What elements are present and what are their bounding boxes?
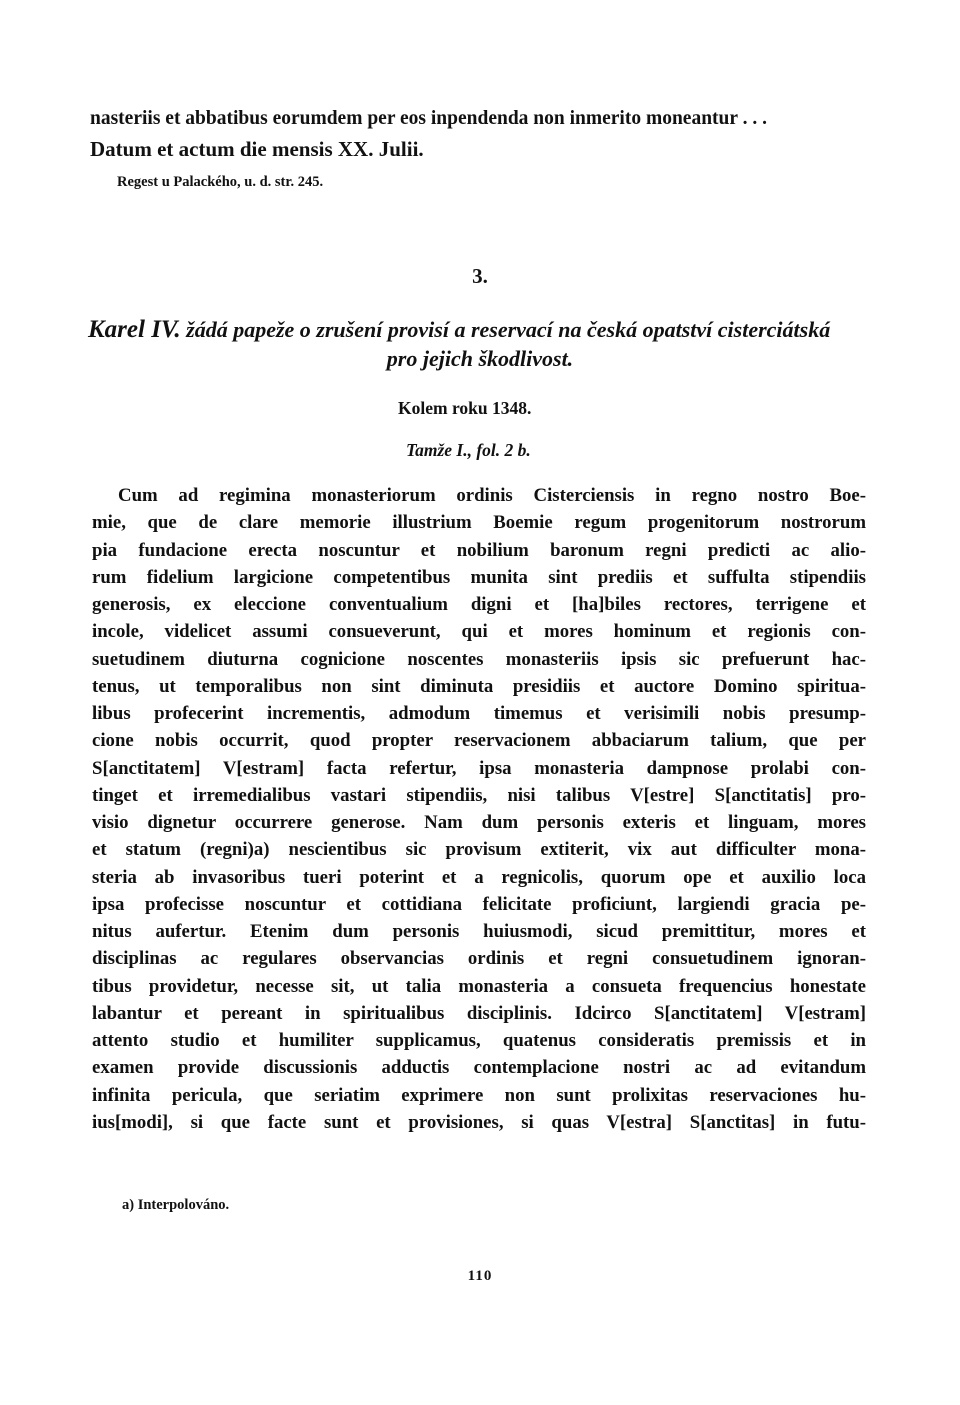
document-source: Tamže I., fol. 2 b. xyxy=(406,440,531,460)
body-line: ipsa profecisse noscuntur et cottidiana felicitate proficiunt, largiendi gracia pe- xyxy=(92,893,866,915)
body-line: pia fundacione erecta noscuntur et nobilium baronum regni predicti ac alio- xyxy=(92,539,866,561)
document-date: Kolem roku 1348. xyxy=(398,398,532,418)
body-text xyxy=(92,482,866,1136)
body-line: Cum ad regimina monasteriorum ordinis Cisterciensis in regno nostro Boe- xyxy=(118,485,866,506)
body-line: tenus, ut temporalibus non sint diminuta presidiis et auctore Domino spiritua- xyxy=(92,675,866,697)
body-line: infinita pericula, que seriatim exprimere non sunt prolixitas reservaciones hu- xyxy=(92,1084,866,1106)
body-line: rum fidelium largicione competentibus munita sint prediis et suffulta stipendiis xyxy=(92,566,866,588)
body-line: tinget et irremedialibus vastari stipendiis, nisi talibus V[estre] S[anctitatis] pro- xyxy=(92,784,866,806)
body-line: ius[modi], si que facte sunt et provisiones, si quas V[estra] S[anctitas] in futu- xyxy=(92,1111,866,1133)
intro-line-2: Datum et actum die mensis XX. Julii. xyxy=(90,137,424,161)
body-line: generosis, ex eleccione conventualium digni et [ha]biles rectores, terrigene et xyxy=(92,594,866,615)
body-line: nitus aufertur. Etenim dum personis huiusmodi, sicud premittitur, mores et xyxy=(92,921,866,942)
body-line: cione nobis occurrit, quod propter reservacionem abbaciarum talium, que per xyxy=(92,730,866,752)
body-line: labantur et pereant in spiritualibus disciplinis. Idcirco S[anctitatem] V[estram] xyxy=(92,1002,866,1024)
body-line: visio dignetur occurrere generose. Nam dum personis exteris et linguam, mores xyxy=(92,812,866,833)
body-line: S[anctitatem] V[estram] facta refertur, ipsa monasteria dampnose prolabi con- xyxy=(92,757,866,779)
body-line: attento studio et humiliter supplicamus, quatenus consideratis premissis et in xyxy=(92,1030,866,1051)
body-line: et statum (regni)a) nescientibus sic provisum extiterit, vix aut difficulter mona- xyxy=(92,839,866,861)
regest-note: Regest u Palackého, u. d. str. 245. xyxy=(117,174,324,190)
body-line: suetudinem diuturna cognicione noscentes monasteriis ipsis sic prefuerunt hac- xyxy=(92,648,866,670)
body-line: incole, videlicet assumi consueverunt, qui et mores hominum et regionis con- xyxy=(92,621,866,643)
body-line: steria ab invasoribus tueri poterint et a regnicolis, quorum ope et auxilio loca xyxy=(92,866,866,888)
intro-line-1: nasteriis et abbatibus eorumdem per eos inpendenda non inmerito moneantur . . . xyxy=(90,108,767,129)
body-line: disciplinas ac regulares observancias ordinis et regni consuetudinem ignoran- xyxy=(92,948,866,970)
document-number: 3. xyxy=(472,264,488,288)
document-heading xyxy=(88,316,830,344)
body-line: examen provide discussionis adductis contemplacione nostri ac ad evitandum xyxy=(92,1057,866,1079)
body-line: tibus providetur, necesse sit, ut talia monasteria a consueta frequencius honestate xyxy=(92,975,866,997)
heading-name: Karel IV. xyxy=(88,316,181,343)
body-line: libus profecerint incrementis, admodum timemus et verisimili nobis presump- xyxy=(92,703,866,724)
document-heading-line-2: pro jejich škodlivost. xyxy=(386,346,574,371)
body-line: mie, que de clare memorie illustrium Boemie regum progenitorum nostrorum xyxy=(92,512,866,534)
page-number: 110 xyxy=(467,1268,493,1284)
footnote: a) Interpolováno. xyxy=(122,1197,230,1213)
heading-text: žádá papeže o zrušení provisí a reservací na česká opatství cisterciátská xyxy=(180,317,831,342)
